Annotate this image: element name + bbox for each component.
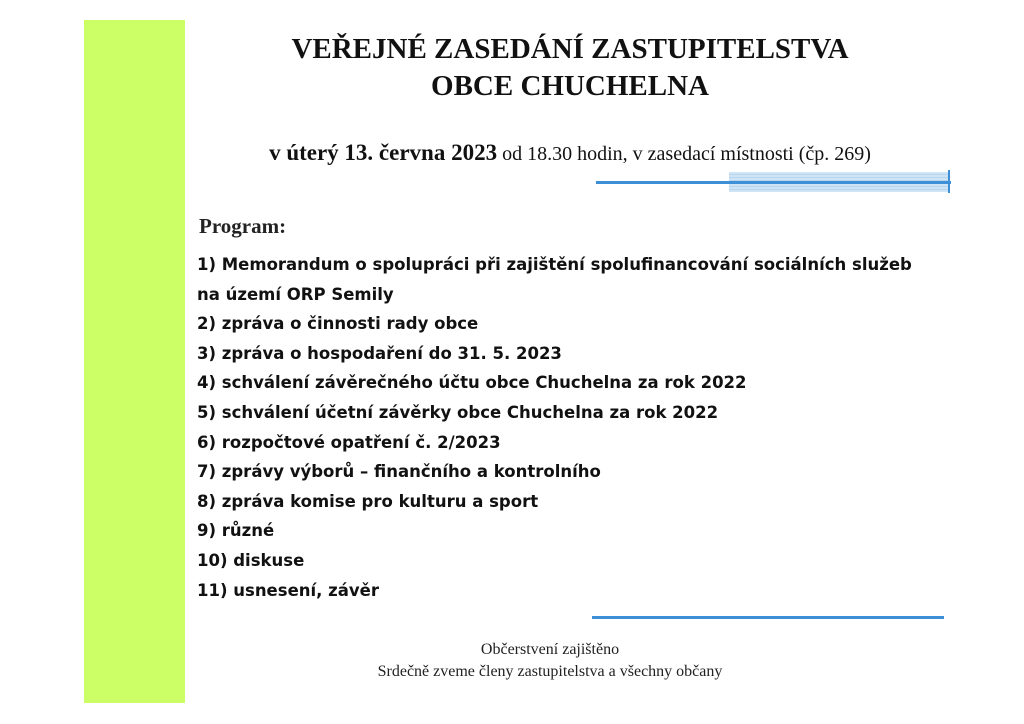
meeting-time-place: od 18.30 hodin, v zasedací místnosti (čp. 269): [497, 143, 871, 165]
program-item: 10) diskuse: [197, 550, 305, 570]
meeting-date: v úterý 13. června 2023: [269, 140, 498, 165]
program-item: 9) různé: [197, 521, 275, 541]
top-divider-end: [948, 170, 950, 193]
program-item: 5) schválení účetní závěrky obce Chuchelna za rok 2022: [197, 402, 719, 422]
footer-refreshments: Občerstvení zajištěno: [480, 641, 620, 658]
side-color-bar: [84, 20, 185, 703]
program-item: 11) usnesení, závěr: [197, 580, 379, 600]
page-title-line-2: OBCE CHUCHELNA: [431, 70, 709, 102]
program-heading: Program:: [199, 214, 287, 238]
program-item: 1) Memorandum o spolupráci při zajištění spolufinancování sociálních služeb: [197, 255, 912, 274]
program-item: 8) zpráva komise pro kulturu a sport: [197, 491, 539, 511]
program-item: 7) zprávy výborů – finančního a kontrolního: [197, 462, 601, 482]
program-item: 2) zpráva o činnosti rady obce: [197, 314, 479, 334]
page-title-line-1: VEŘEJNÉ ZASEDÁNÍ ZASTUPITELSTVA: [291, 33, 849, 65]
program-item: na území ORP Semily: [197, 284, 394, 304]
program-list: [197, 250, 957, 605]
program-item: 3) zpráva o hospodaření do 31. 5. 2023: [197, 343, 562, 363]
program-item: 4) schválení závěrečného účtu obce Chuchelna za rok 2022: [197, 373, 747, 393]
program-item: 6) rozpočtové opatření č. 2/2023: [197, 432, 501, 452]
meeting-date-line: [190, 139, 950, 168]
footer-invitation: Srdečně zveme členy zastupitelstva a všechny občany: [377, 663, 723, 680]
top-divider: [596, 181, 951, 184]
bottom-divider: [592, 616, 944, 619]
